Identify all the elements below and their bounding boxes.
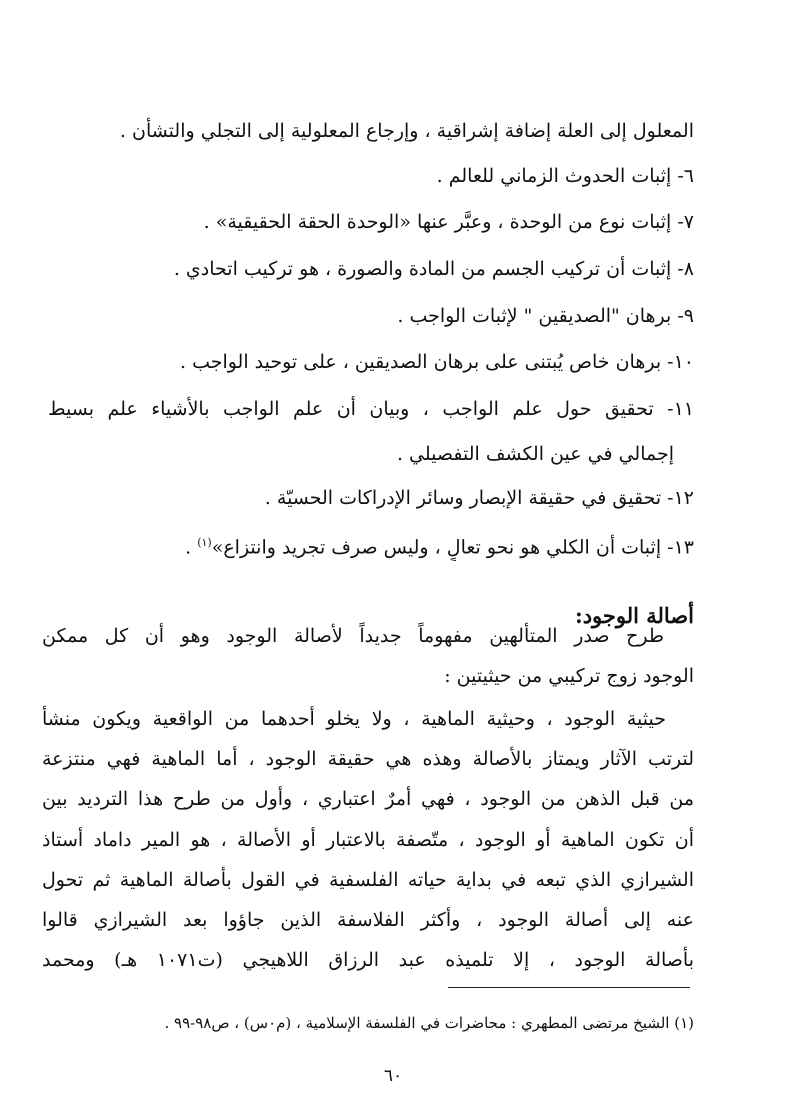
para2-line-5: الشيرازي الذي تبعه في بداية حياته الفلسفية في القول بأصالة الماهية ثم تحول: [42, 869, 694, 891]
footnote-reference: (١): [197, 536, 212, 549]
para2-line-3: من قبل الذهن من الوجود ، فهي أمرٌ اعتباري ، وأول من طرح هذا الترديد بين: [42, 788, 694, 810]
list-item-12: ١٢- تحقيق في حقيقة الإبصار وسائر الإدراكات الحسيّة .: [264, 487, 694, 509]
footnote: (١) الشيخ مرتضى المطهري : محاضرات في الفلسفة الإسلامية ، (م٠س) ، ص٩٨-٩٩ .: [164, 1014, 694, 1032]
list-item-13: [96, 529, 694, 561]
list-item-13-end: .: [185, 536, 198, 559]
para1-line-2: الوجود زوج تركيبي من حيثيتين :: [444, 665, 694, 687]
page-number: ٦٠: [383, 1066, 403, 1086]
list-item-6: ٦- إثبات الحدوث الزماني للعالم .: [436, 165, 694, 187]
list-item-11-continued: إجمالي في عين الكشف التفصيلي .: [396, 443, 674, 465]
para2-line-1: حيثية الوجود ، وحيثية الماهية ، ولا يخلو أحدهما من الواقعية ويكون منشأ: [42, 708, 666, 730]
list-item-9: ٩- برهان "الصديقين " لإثبات الواجب .: [397, 305, 694, 327]
para2-line-7: بأصالة الوجود ، إلا تلميذه عبد الرزاق اللاهيجي (ت١٠٧١ هـ) ومحمد: [42, 949, 694, 971]
list-item-8: ٨- إثبات أن تركيب الجسم من المادة والصورة ، هو تركيب اتحادي .: [173, 258, 694, 280]
para2-line-6: عنه إلى أصالة الوجود ، وأكثر الفلاسفة الذين جاؤوا بعد الشيرازي قالوا: [42, 909, 694, 931]
list-item-11: ١١- تحقيق حول علم الواجب ، وبيان أن علم الواجب بالأشياء علم بسيط: [48, 398, 694, 420]
list-item-7: ٧- إثبات نوع من الوحدة ، وعبَّر عنها «الوحدة الحقة الحقيقية» .: [203, 211, 694, 233]
para2-line-4: أن تكون الماهية أو الوجود ، متّصفة بالاعتبار أو الأصالة ، هو المير داماد أستاذ: [42, 829, 694, 851]
footnote-divider: [448, 987, 690, 988]
para1-line-1: طرح صدر المتألهين مفهوماً جديداً لأصالة الوجود وهو أن كل ممكن: [42, 625, 664, 647]
section-heading: أصالة الوجود:: [574, 603, 694, 628]
list-item-10: ١٠- برهان خاص يُبتنى على برهان الصديقين ، على توحيد الواجب .: [179, 351, 694, 373]
intro-line: المعلول إلى العلة إضافة إشراقية ، وإرجاع المعلولية إلى التجلي والتشأن .: [119, 120, 694, 142]
para2-line-2: لترتب الآثار ويمتاز بالأصالة وهذه هي حقيقة الوجود ، أما الماهية فهي منتزعة: [42, 748, 694, 770]
list-item-13-text: ١٣- إثبات أن الكلي هو نحو تعالٍ ، وليس صرف تجريد وانتزاع»: [211, 536, 694, 559]
